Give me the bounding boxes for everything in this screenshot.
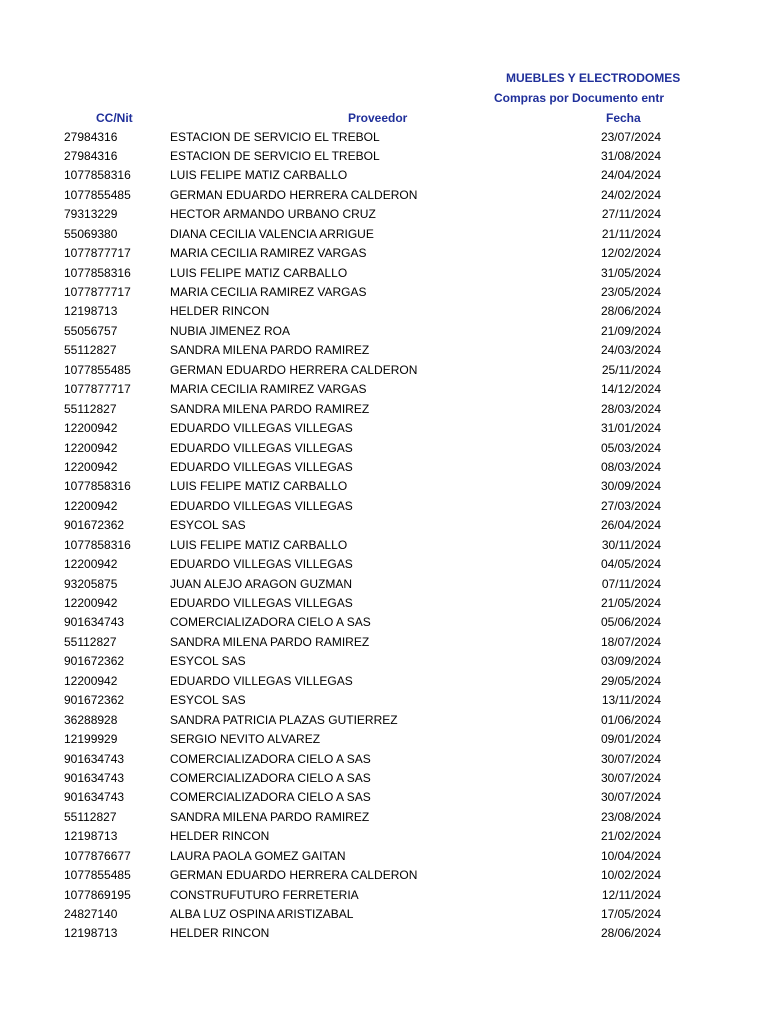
cell-proveedor: ESYCOL SAS <box>170 693 246 708</box>
table-row <box>0 613 768 632</box>
cell-nit: 12199929 <box>64 732 118 747</box>
cell-proveedor: COMERCIALIZADORA CIELO A SAS <box>170 751 371 766</box>
cell-proveedor: ALBA LUZ OSPINA ARISTIZABAL <box>170 907 354 921</box>
cell-proveedor: GERMAN EDUARDO HERRERA CALDERON <box>170 187 418 202</box>
table-row <box>0 808 768 827</box>
table-row <box>0 439 768 458</box>
cell-fecha: 26/04/2024 <box>600 518 661 533</box>
table-row <box>0 905 768 924</box>
table-row <box>0 225 768 244</box>
cell-fecha: 03/09/2024 <box>600 654 661 669</box>
cell-fecha: 09/01/2024 <box>600 732 661 747</box>
cell-proveedor: JUAN ALEJO ARAGON GUZMAN <box>170 576 353 591</box>
cell-fecha: 13/11/2024 <box>601 693 661 708</box>
cell-nit: 55112827 <box>64 343 117 358</box>
cell-fecha: 30/07/2024 <box>600 770 661 785</box>
cell-fecha: 28/03/2024 <box>600 401 661 416</box>
cell-nit: 1077858316 <box>64 265 131 280</box>
cell-proveedor: ESYCOL SAS <box>170 654 246 669</box>
cell-nit: 1077858316 <box>64 537 131 552</box>
table-row <box>0 827 768 846</box>
table-row <box>0 477 768 496</box>
cell-proveedor: MARIA CECILIA RAMIREZ VARGAS <box>170 285 367 299</box>
cell-nit: 12198713 <box>64 829 118 844</box>
cell-nit: 12200942 <box>64 459 118 474</box>
table-row <box>0 691 768 710</box>
cell-nit: 93205875 <box>64 576 118 591</box>
cell-nit: 12198713 <box>64 926 118 941</box>
cell-nit: 901634743 <box>64 770 125 785</box>
cell-nit: 1077877717 <box>64 246 131 261</box>
cell-proveedor: ESTACION DE SERVICIO EL TREBOL <box>170 129 380 144</box>
table-row <box>0 186 768 205</box>
cell-proveedor: DIANA CECILIA VALENCIA ARRIGUE <box>170 226 374 241</box>
cell-nit: 12200942 <box>64 498 118 513</box>
cell-nit: 55069380 <box>64 226 118 241</box>
cell-proveedor: COMERCIALIZADORA CIELO A SAS <box>170 770 371 785</box>
cell-nit: 901672362 <box>64 693 125 708</box>
cell-fecha: 23/08/2024 <box>600 809 661 824</box>
cell-proveedor: ESTACION DE SERVICIO EL TREBOL <box>170 148 380 163</box>
cell-fecha: 31/05/2024 <box>600 265 661 280</box>
cell-proveedor: MARIA CECILIA RAMIREZ VARGAS <box>170 382 367 397</box>
table-row <box>0 516 768 535</box>
table-row <box>0 128 768 147</box>
table-row <box>0 711 768 730</box>
cell-fecha: 21/09/2024 <box>600 323 661 338</box>
cell-proveedor: GERMAN EDUARDO HERRERA CALDERON <box>170 362 418 377</box>
cell-proveedor: COMERCIALIZADORA CIELO A SAS <box>170 615 371 630</box>
cell-proveedor: SANDRA MILENA PARDO RAMIREZ <box>170 634 370 649</box>
cell-proveedor: SANDRA MILENA PARDO RAMIREZ <box>170 343 370 358</box>
cell-fecha: 12/11/2024 <box>601 887 661 902</box>
cell-fecha: 30/09/2024 <box>600 479 661 494</box>
cell-fecha: 10/04/2024 <box>600 848 661 863</box>
column-header-proveedor: Proveedor <box>348 111 408 125</box>
table-row <box>0 555 768 574</box>
column-header-fecha: Fecha <box>606 111 641 125</box>
column-header-nit: CC/Nit <box>96 111 133 125</box>
cell-nit: 36288928 <box>64 712 118 727</box>
cell-proveedor: SANDRA MILENA PARDO RAMIREZ <box>170 809 370 824</box>
cell-proveedor: LUIS FELIPE MATIZ CARBALLO <box>170 537 348 552</box>
cell-fecha: 23/07/2024 <box>600 129 661 144</box>
cell-nit: 55112827 <box>64 634 117 649</box>
cell-fecha: 30/11/2024 <box>601 537 661 552</box>
cell-proveedor: LAURA PAOLA GOMEZ GAITAN <box>170 848 346 863</box>
cell-nit: 901634743 <box>64 751 125 766</box>
cell-proveedor: HELDER RINCON <box>170 829 270 844</box>
table-row <box>0 788 768 807</box>
table-row <box>0 497 768 516</box>
cell-proveedor: SANDRA MILENA PARDO RAMIREZ <box>170 401 370 416</box>
cell-fecha: 21/02/2024 <box>600 829 661 844</box>
table-row <box>0 575 768 594</box>
cell-proveedor: SANDRA PATRICIA PLAZAS GUTIERREZ <box>170 712 398 727</box>
cell-proveedor: LUIS FELIPE MATIZ CARBALLO <box>170 265 348 280</box>
cell-proveedor: SERGIO NEVITO ALVAREZ <box>170 732 321 747</box>
table-row <box>0 536 768 555</box>
table-row <box>0 924 768 943</box>
cell-fecha: 24/04/2024 <box>600 168 661 183</box>
table-row <box>0 419 768 438</box>
table-row <box>0 769 768 788</box>
cell-nit: 1077877717 <box>64 382 131 397</box>
cell-fecha: 24/03/2024 <box>600 343 661 358</box>
cell-nit: 901634743 <box>64 615 125 630</box>
cell-fecha: 14/12/2024 <box>600 382 661 397</box>
table-row <box>0 730 768 749</box>
cell-fecha: 18/07/2024 <box>600 634 661 649</box>
cell-fecha: 24/02/2024 <box>600 187 661 202</box>
cell-nit: 901672362 <box>64 654 125 669</box>
cell-nit: 12200942 <box>64 673 118 688</box>
table-row <box>0 205 768 224</box>
cell-fecha: 08/03/2024 <box>600 459 661 474</box>
cell-fecha: 17/05/2024 <box>600 907 661 921</box>
cell-fecha: 10/02/2024 <box>600 868 661 883</box>
table-row <box>0 652 768 671</box>
cell-nit: 79313229 <box>64 207 118 222</box>
cell-nit: 55056757 <box>64 323 118 338</box>
cell-nit: 12200942 <box>64 440 118 455</box>
table-row <box>0 322 768 341</box>
cell-proveedor: HECTOR ARMANDO URBANO CRUZ <box>170 207 376 222</box>
cell-nit: 55112827 <box>64 401 117 416</box>
cell-fecha: 30/07/2024 <box>600 751 661 766</box>
cell-fecha: 29/05/2024 <box>600 673 661 688</box>
table-row <box>0 633 768 652</box>
table-row <box>0 594 768 613</box>
cell-nit: 12200942 <box>64 421 118 436</box>
cell-nit: 12200942 <box>64 557 118 572</box>
report-subtitle: Compras por Documento entr <box>494 91 665 105</box>
table-row <box>0 283 768 302</box>
cell-nit: 1077876677 <box>64 848 131 863</box>
cell-proveedor: HELDER RINCON <box>170 926 270 941</box>
table-row <box>0 750 768 769</box>
cell-nit: 27984316 <box>64 148 118 163</box>
table-row <box>0 166 768 185</box>
cell-proveedor: EDUARDO VILLEGAS VILLEGAS <box>170 459 353 474</box>
cell-nit: 24827140 <box>64 907 118 921</box>
cell-proveedor: HELDER RINCON <box>170 304 270 319</box>
table-row <box>0 341 768 360</box>
cell-nit: 901634743 <box>64 790 125 805</box>
cell-fecha: 05/06/2024 <box>600 615 661 630</box>
cell-proveedor: EDUARDO VILLEGAS VILLEGAS <box>170 440 353 455</box>
table-row <box>0 380 768 399</box>
cell-nit: 1077858316 <box>64 168 131 183</box>
cell-fecha: 01/06/2024 <box>600 712 661 727</box>
cell-fecha: 31/01/2024 <box>600 421 661 436</box>
cell-fecha: 05/03/2024 <box>600 440 661 455</box>
cell-nit: 1077877717 <box>64 285 131 299</box>
cell-fecha: 27/11/2024 <box>601 207 661 222</box>
table-row <box>0 866 768 885</box>
cell-proveedor: NUBIA JIMENEZ ROA <box>170 323 291 338</box>
table-row <box>0 847 768 866</box>
cell-proveedor: LUIS FELIPE MATIZ CARBALLO <box>170 168 348 183</box>
cell-nit: 1077869195 <box>64 887 131 902</box>
purchases-table <box>0 128 768 944</box>
table-row <box>0 147 768 166</box>
cell-proveedor: MARIA CECILIA RAMIREZ VARGAS <box>170 246 367 261</box>
cell-nit: 1077858316 <box>64 479 131 494</box>
cell-fecha: 21/11/2024 <box>601 226 661 241</box>
table-row <box>0 302 768 321</box>
table-row <box>0 672 768 691</box>
cell-fecha: 31/08/2024 <box>600 148 661 163</box>
cell-proveedor: COMERCIALIZADORA CIELO A SAS <box>170 790 371 805</box>
cell-proveedor: GERMAN EDUARDO HERRERA CALDERON <box>170 868 418 883</box>
cell-proveedor: EDUARDO VILLEGAS VILLEGAS <box>170 673 353 688</box>
cell-fecha: 28/06/2024 <box>600 304 661 319</box>
cell-nit: 1077855485 <box>64 868 131 883</box>
cell-fecha: 23/05/2024 <box>600 285 661 299</box>
table-row <box>0 400 768 419</box>
table-row <box>0 361 768 380</box>
cell-proveedor: EDUARDO VILLEGAS VILLEGAS <box>170 498 353 513</box>
cell-fecha: 28/06/2024 <box>600 926 661 941</box>
table-row <box>0 244 768 263</box>
cell-fecha: 12/02/2024 <box>600 246 661 261</box>
table-row <box>0 886 768 905</box>
cell-fecha: 25/11/2024 <box>601 362 661 377</box>
cell-proveedor: ESYCOL SAS <box>170 518 246 533</box>
cell-nit: 12198713 <box>64 304 118 319</box>
cell-proveedor: LUIS FELIPE MATIZ CARBALLO <box>170 479 348 494</box>
cell-fecha: 04/05/2024 <box>600 557 661 572</box>
cell-fecha: 07/11/2024 <box>601 576 661 591</box>
cell-nit: 901672362 <box>64 518 125 533</box>
cell-fecha: 21/05/2024 <box>600 596 661 610</box>
cell-proveedor: EDUARDO VILLEGAS VILLEGAS <box>170 596 353 610</box>
cell-nit: 1077855485 <box>64 362 131 377</box>
cell-nit: 55112827 <box>64 809 117 824</box>
table-row <box>0 264 768 283</box>
table-row <box>0 458 768 477</box>
cell-proveedor: CONSTRUFUTURO FERRETERIA <box>170 887 359 902</box>
cell-nit: 27984316 <box>64 129 118 144</box>
cell-proveedor: EDUARDO VILLEGAS VILLEGAS <box>170 421 353 436</box>
cell-nit: 12200942 <box>64 596 118 610</box>
cell-fecha: 27/03/2024 <box>600 498 661 513</box>
cell-nit: 1077855485 <box>64 187 131 202</box>
report-title: MUEBLES Y ELECTRODOMES <box>506 71 681 85</box>
cell-proveedor: EDUARDO VILLEGAS VILLEGAS <box>170 557 353 572</box>
cell-fecha: 30/07/2024 <box>600 790 661 805</box>
